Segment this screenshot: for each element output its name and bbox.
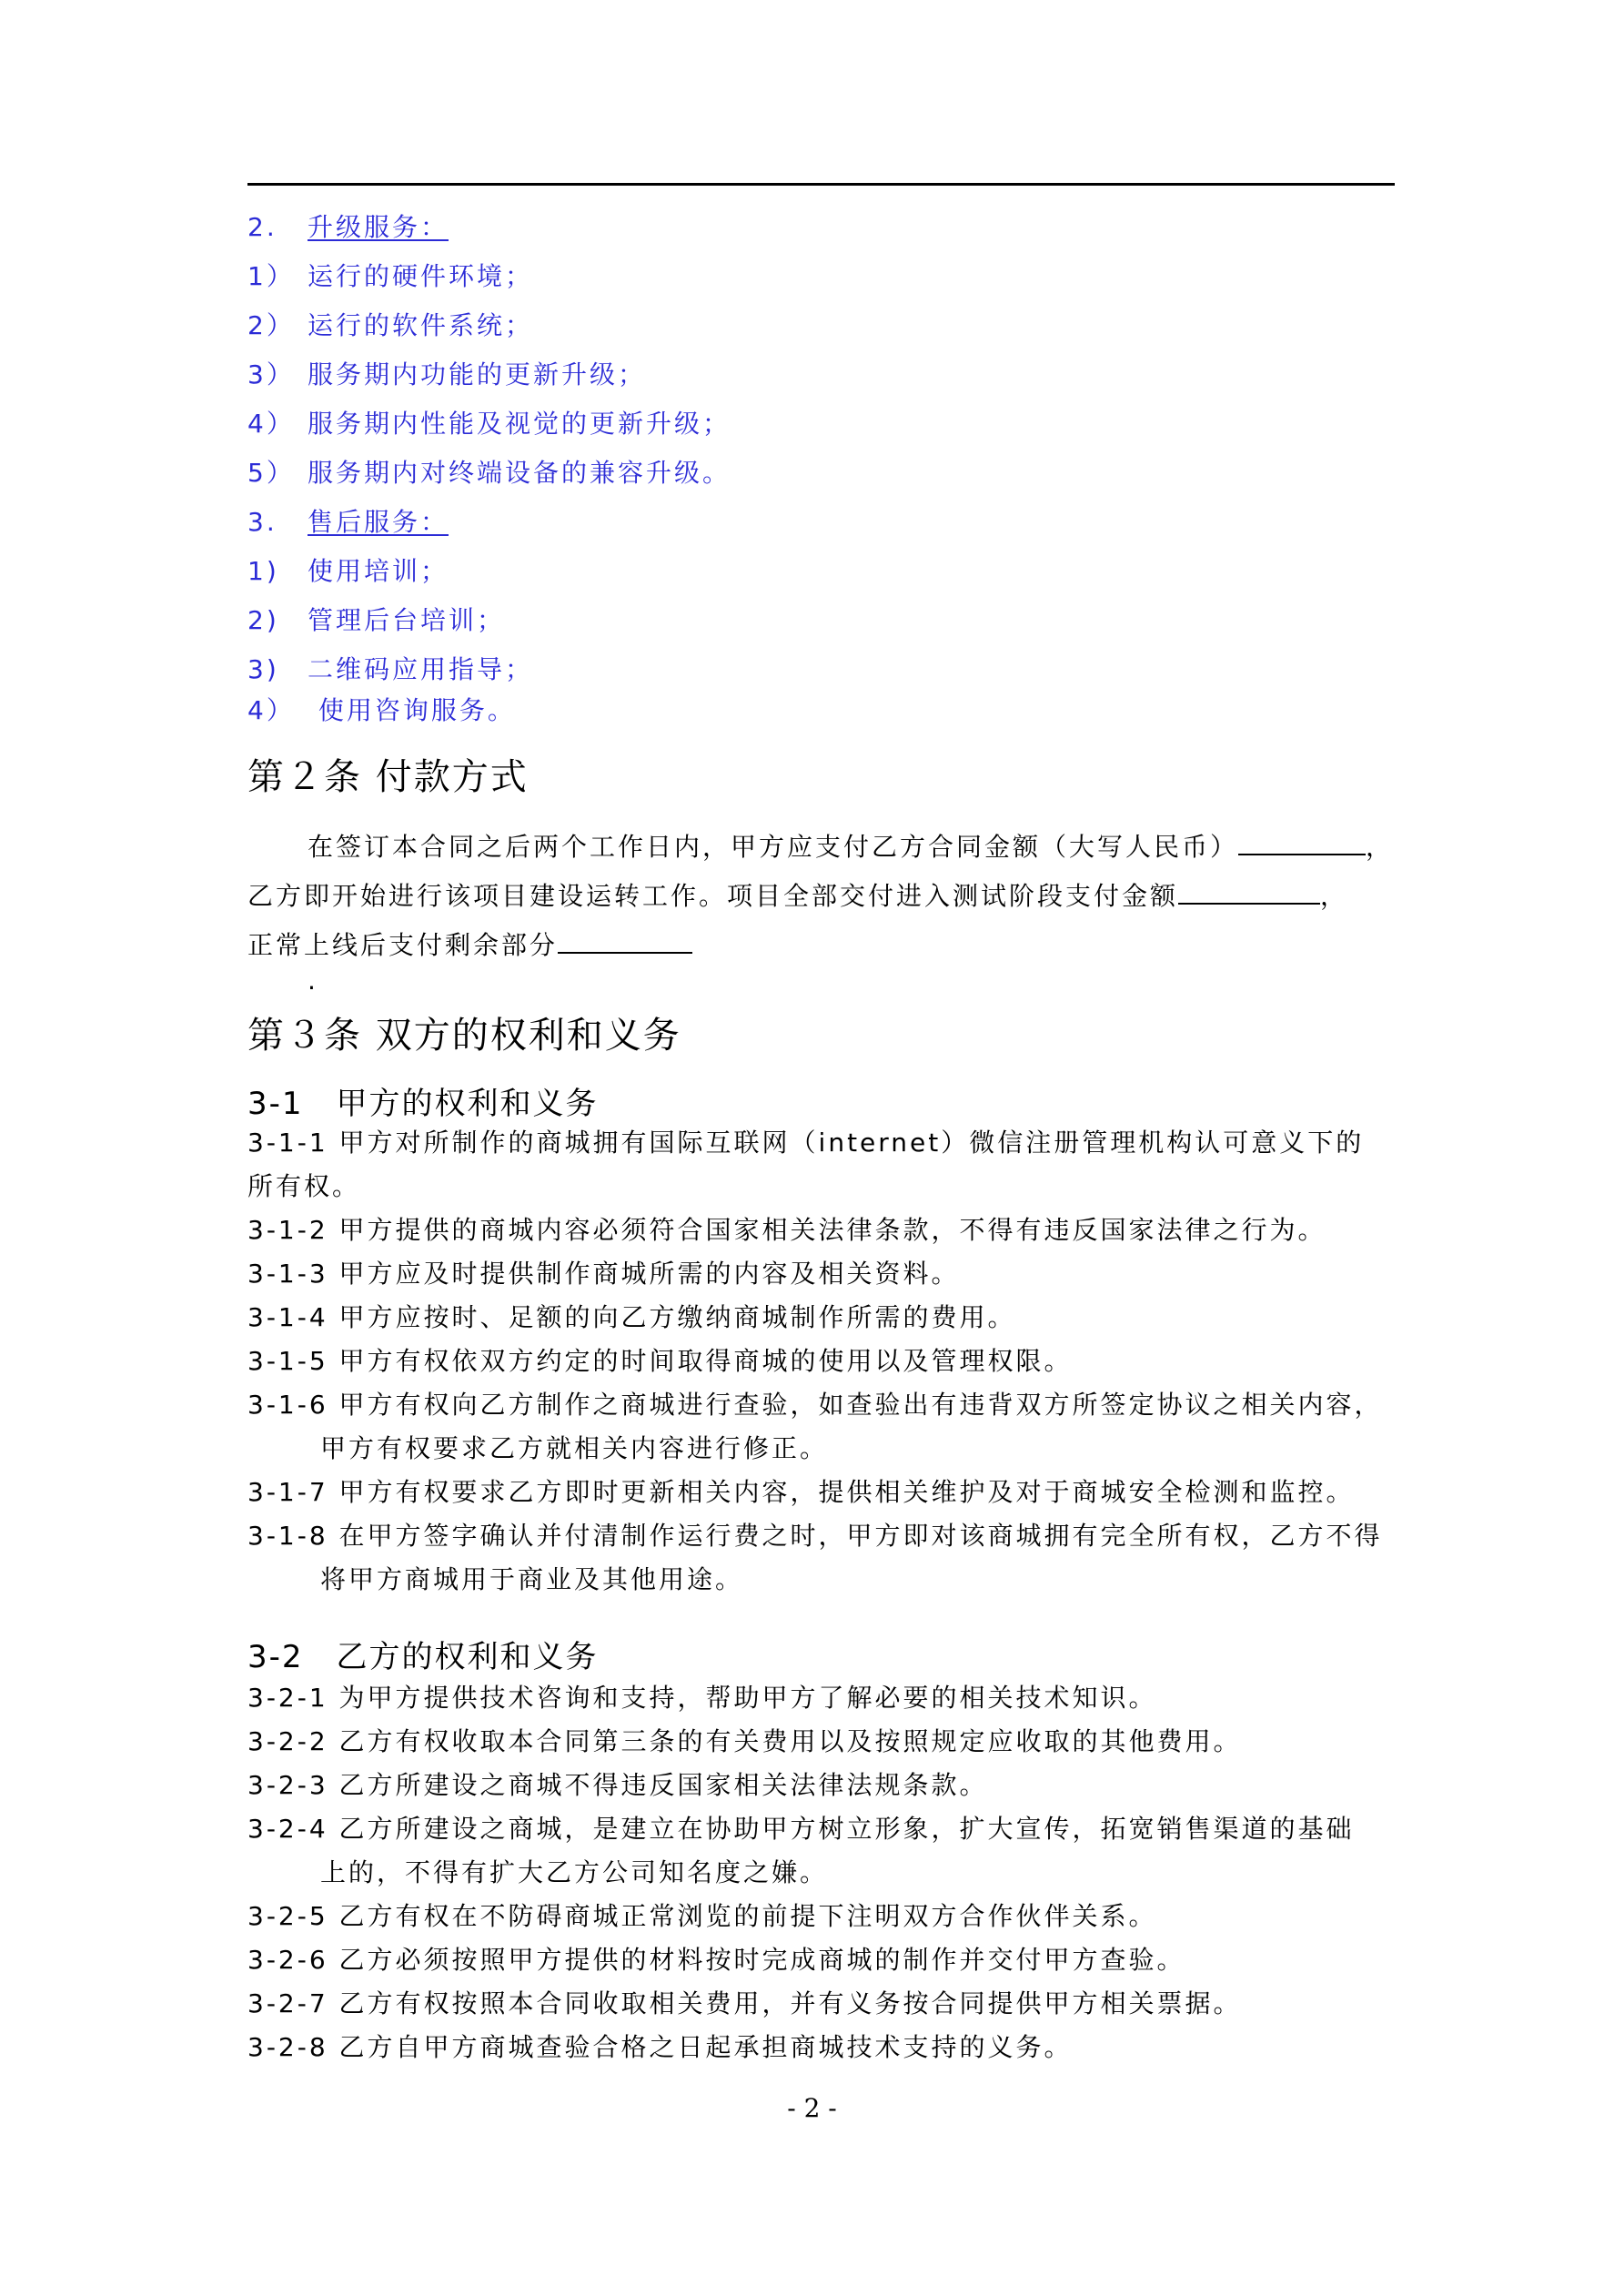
clause-line: 将甲方商城用于商业及其他用途。: [320, 1564, 744, 1594]
clause-line: 3-1-3 甲方应及时提供制作商城所需的内容及相关资料。: [247, 1259, 960, 1289]
list-item: 2) 管理后台培训；: [247, 605, 506, 635]
amount-blank: [1178, 877, 1320, 905]
list-item: 1) 使用培训；: [247, 556, 449, 586]
clause-line: 3-1-5 甲方有权依双方约定的时间取得商城的使用以及管理权限。: [247, 1346, 1073, 1376]
stray-dot: .: [308, 966, 318, 996]
list-item: 2） 运行的软件系统；: [247, 310, 534, 340]
clause-line: 3-2-7 乙方有权按照本合同收取相关费用，并有义务按合同提供甲方相关票据。: [247, 1988, 1242, 2018]
clause-line: 3-1-1 甲方对所制作的商城拥有国际互联网（internet）微信注册管理机构认可意义下的: [247, 1128, 1365, 1158]
clause-line: 3-2-6 乙方必须按照甲方提供的材料按时完成商城的制作并交付甲方查验。: [247, 1945, 1185, 1975]
clause-line: 3-1-7 甲方有权要求乙方即时更新相关内容，提供相关维护及对于商城安全检测和监控。: [247, 1477, 1355, 1507]
list-item: 3) 二维码应用指导；: [247, 654, 534, 684]
list-item: 5） 服务期内对终端设备的兼容升级。: [247, 458, 731, 488]
page-number: - 2 -: [787, 2093, 837, 2123]
clause-line: 3-1-2 甲方提供的商城内容必须符合国家相关法律条款，不得有违反国家法律之行为。: [247, 1215, 1326, 1245]
header-rule: [247, 183, 1395, 186]
amount-blank: [558, 926, 692, 954]
list-item: 3） 服务期内功能的更新升级；: [247, 359, 647, 389]
article-3-title: 第３条 双方的权利和义务: [247, 1015, 681, 1057]
amount-blank: [1238, 828, 1366, 855]
clause-line: 上的，不得有扩大乙方公司知名度之嫌。: [320, 1857, 829, 1887]
section-3-1-title: 3-1 甲方的权利和义务: [247, 1086, 599, 1122]
payment-line-1: 在签订本合同之后两个工作日内，甲方应支付乙方合同金额（大写人民币） ，: [308, 828, 1394, 864]
upgrade-heading: 2. 升级服务：: [247, 212, 449, 242]
list-item: 1） 运行的硬件环境；: [247, 261, 534, 291]
aftersale-heading: 3. 售后服务：: [247, 507, 449, 537]
payment-line-3: 正常上线后支付剩余部分: [247, 926, 692, 962]
section-3-2-title: 3-2 乙方的权利和义务: [247, 1639, 599, 1675]
clause-line: 3-2-8 乙方自甲方商城查验合格之日起承担商城技术支持的义务。: [247, 2032, 1073, 2062]
clause-line: 3-2-2 乙方有权收取本合同第三条的有关费用以及按照规定应收取的其他费用。: [247, 1726, 1242, 1756]
list-item: 4） 使用咨询服务。: [247, 695, 516, 725]
payment-line-2: 乙方即开始进行该项目建设运转工作。项目全部交付进入测试阶段支付金额 ，: [247, 877, 1348, 913]
clause-line: 3-2-4 乙方所建设之商城，是建立在协助甲方树立形象，扩大宣传，拓宽销售渠道的基础: [247, 1814, 1355, 1844]
clause-line: 3-1-8 在甲方签字确认并付清制作运行费之时，甲方即对该商城拥有完全所有权，乙方不得: [247, 1521, 1383, 1551]
clause-line: 3-2-3 乙方所建设之商城不得违反国家相关法律法规条款。: [247, 1770, 988, 1800]
article-2-title: 第２条 付款方式: [247, 756, 529, 798]
clause-line: 3-1-4 甲方应按时、足额的向乙方缴纳商城制作所需的费用。: [247, 1302, 1016, 1332]
clause-line: 所有权。: [247, 1171, 361, 1201]
clause-line: 甲方有权要求乙方就相关内容进行修正。: [320, 1433, 829, 1463]
list-item: 4） 服务期内性能及视觉的更新升级；: [247, 409, 731, 439]
clause-line: 3-2-5 乙方有权在不防碍商城正常浏览的前提下注明双方合作伙伴关系。: [247, 1901, 1157, 1931]
clause-line: 3-2-1 为甲方提供技术咨询和支持，帮助甲方了解必要的相关技术知识。: [247, 1683, 1157, 1713]
clause-line: 3-1-6 甲方有权向乙方制作之商城进行查验，如查验出有违背双方所签定协议之相关内容，: [247, 1390, 1383, 1420]
